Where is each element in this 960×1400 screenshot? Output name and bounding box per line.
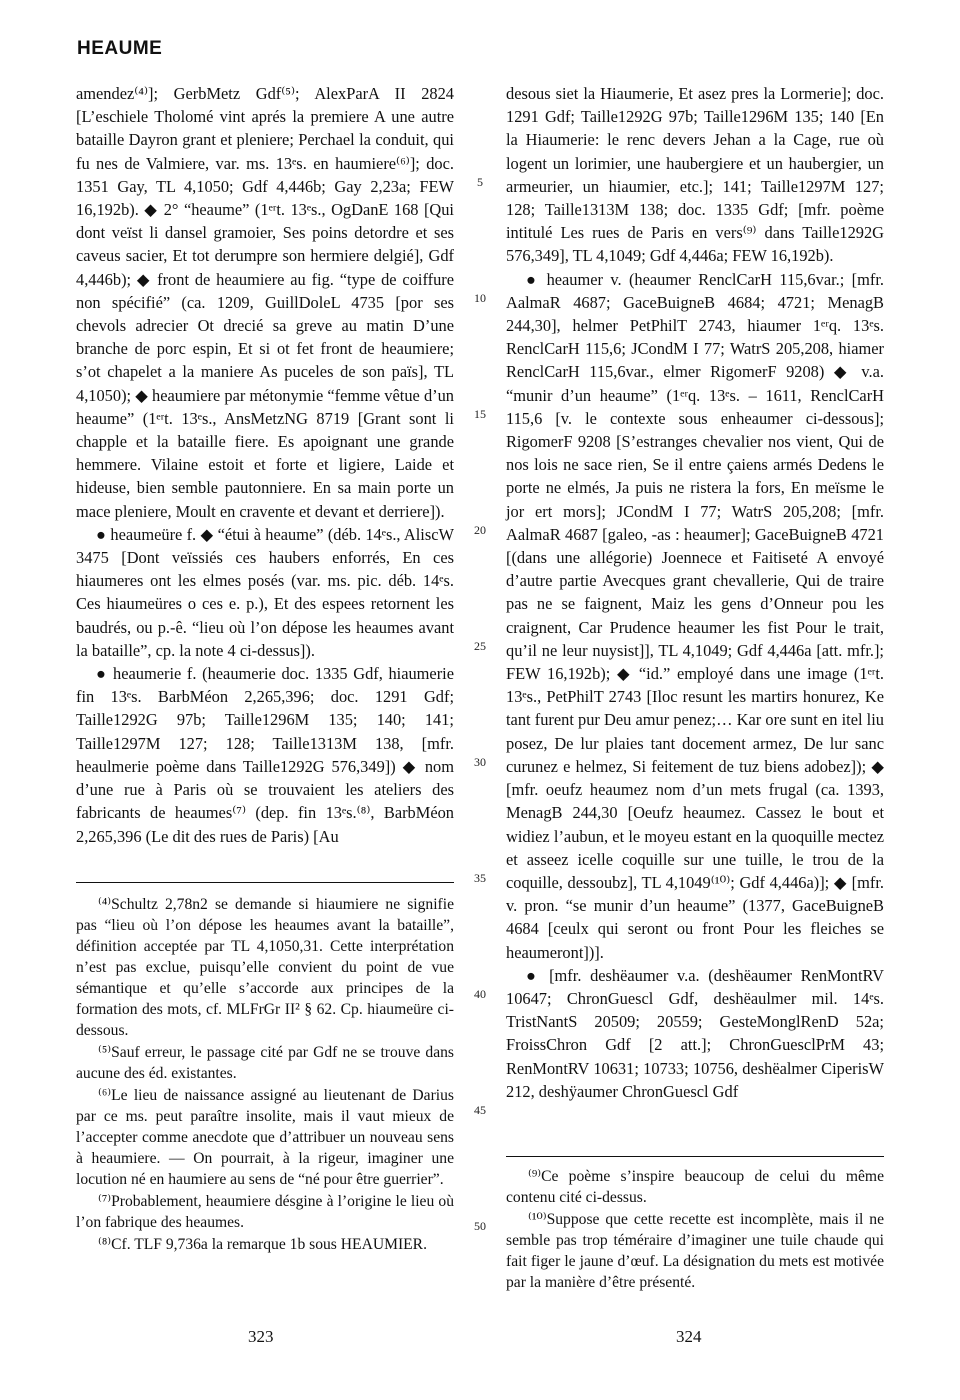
footnote: ⁽⁸⁾Cf. TLF 9,736a la remarque 1b sous HEAUMIER. [98,1236,427,1253]
line-number: 40 [474,987,486,1001]
footnote-rule [76,882,454,883]
entry-desheaumer: ● [mfr. deshëaumer v.a. (deshëaumer RenMontRV 10647; ChronGuescl Gdf, deshëaulmer mil. 14ᵉs. TristNantS 20509; 20559; GesteMonglRenD 52a; FroissChron Gdf [2 att.]; ChronGuesclPrM 43; RenMontRV 10631; 10733; 10756, deshëalmer CiperisW 212, deshÿaumer ChronGuescl Gdf [506,965,884,1101]
line-number: 35 [474,871,486,885]
footnote: ⁽¹⁰⁾Suppose que cette recette est incomplète, mais il ne semble pas trop téméraire d’imaginer une tuile chaude qui fait figer le jaune d’œuf. La désignation du mets est motivée par la manière d’être présenté. [506,1211,884,1291]
line-number: 5 [477,175,483,189]
footnote: ⁽⁵⁾Sauf erreur, le passage cité par Gdf ne se trouve dans aucune des éd. existantes. [76,1044,454,1082]
entry-heaumer: ● heaumer v. (heaumer RenclCarH 115,6var.; [mfr. AalmaR 4687; GaceBuigneB 4684; 4721; MenagB 244,30], helmer PetPhilT 2743, hiaumer 1ᵉʳq. 13ᵉs. RenclCarH 115,6; JCondM I 77; WatrS 205,208, hiamer RenclCarH 115,6var., elmer RigomerF 9208) ◆ v.a. “munir d’un heaume” (1ᵉʳq. 13ᵉs. – 1611, RenclCarH 115,6 [v. le contexte sous enheaumer ci-dessous]; RigomerF 9208 [S’estranges chevalier nos vient, Qui de nos lois ne sace rien, Se il entre çaiens armés Dedens le porte ne elmés, Ja puis ne ristera la fors, En meïsme le jor ert mors]; JCondM I 77; WatrS 205,208; [mfr. AalmaR 4687 [galeo, -as : heaumer]; GaceBuigneB 4721 [(dans une allégorie) Joennece et Faitiseté A envoyé d’autre partie Avecques grant chevallerie, Qui de traire pas ne se faignent, Maiz les gens d’Onneur pou les craignent, Car Prudence heaumer les fist Pour le trait, qu’il ne leur nuysist]], TL 4,1049; Gdf 4,446a [att. mfr.]; FEW 16,192b); ◆ “id.” employé dans une image (1ᵉʳt. 13ᵉs., PetPhilT 2743 [Iloc resunt les martirs honurez, Ke tant furent pur Deu amur penez;… Kar ore sunt en itel liu posez, De lur plaies tant docement armez, De lur sanc curunez e helmez, Si feitement de tuz biens adobez]); ◆ [mfr. oeufz heaumez nom d’un mets frugal (ca. 1393, MenagB 244,30 [Oeufz heaumez. Cassez le bout et widiez l’aubun, et le moyeu estant en la quoquille mectez et asseez icelle coquille sur une tuille, le trou de la coquille, dessoubz], TL 4,1049⁽¹⁰⁾; Gdf 4,446a)]; ◆ [mfr. v. pron. “se munir d’un heaume” (1377, GaceBuigneB 4684 [ceulx qui seront ou front Pour les fleiches se heaumeront])]. [506,269,884,962]
page-number-left: 323 [248,1327,274,1346]
footnotes-right [506,1166,884,1294]
footnotes-left [76,894,454,1256]
entry-heaumerie: ● heaumerie f. (heaumerie doc. 1335 Gdf, hiaumerie fin 13ᵉs. BarbMéon 2,265,396; doc. 1291 Gdf; Taille1292G 97b; Taille1296M 135; 140; 141; Taille1297M 127; 128; Taille1313M 138, [mfr. heaulmerie poème dans Taille1292G 576,349]) ◆ nom d’une rue à Paris où se trouvaient les ateliers des fabricants de heaumes⁽⁷⁾ (dep. fin 13ᵉs.⁽⁸⁾, BarbMéon 2,265,396 (Le dit des rues de Paris) [Au [76,664,454,846]
line-number: 45 [474,1103,486,1117]
footnote-rule [506,1156,884,1157]
entry-continuation: desous siet la Hiaumerie, Et asez pres la Lormerie]; doc. 1291 Gdf; Taille1292G 97b; Taille1296M 135; 140 [En la Hiaumerie: le renc devers Jehan a la Cage, rue où logent un lorimier, une haubergiere et un haubergier, un armeurier, un hiaumier, etc.]; 141; Taille1297M 127; 128; Taille1313M 138; doc. 1335 Gdf; [mfr. poème intitulé Les rues de Paris en vers⁽⁹⁾ dans Taille1292G 576,349], TL 4,1049; Gdf 4,446a; FEW 16,192b). [506,84,884,266]
page-number-right: 324 [676,1327,702,1346]
line-number: 10 [474,291,486,305]
line-number: 20 [474,523,486,537]
line-number: 50 [474,1219,486,1233]
line-number: 15 [474,407,486,421]
left-column [76,82,454,848]
entry-heaumeure: ● heaumeüre f. ◆ “étui à heaume” (déb. 14ᵉs., AliscW 3475 [Dont veïssiés ces haubers enforrés, En ces hiaumeres ont les elmes posés (var. ms. pic. déb. 14ᵉs. Ces hiaumeüres o ces e. p.), Et des espees retornent les baudrés, ou p.-ê. “lieu où l’on dépose les heaumes avant la bataille”, cp. la note 4 ci-dessus]). [76,524,454,660]
footnote: ⁽⁴⁾Schultz 2,78n2 se demande si hiaumiere ne signifie pas “lieu où l’on dépose les heaumes avant la bataille”, définition acceptée par TL 4,1050,31. Cette interprétation n’est pas exclue, puisqu’elle convient du point de vue sémantique et qu’elle s’accorde aux principes de la formation des mots, cf. MLFrGr II² § 62. Cp. hiaumeüre ci-dessous. [76,896,454,1039]
running-header: HEAUME [77,38,163,59]
entry-continuation: amendez⁽⁴⁾]; GerbMetz Gdf⁽⁵⁾; AlexParA II 2824 [L’eschiele Tholomé vint aprés la premiere A une autre bataille Dayron grant et pleniere; Perchael la conduit, qui fu nes de Valmiere, var. ms. 13ᵉs. en haumiere⁽⁶⁾]; doc. 1351 Gay, TL 4,1050; Gdf 4,446b; Gay 2,23a; FEW 16,192b). ◆ 2° “heaume” (1ᵉʳt. 13ᵉs., OgDanE 168 [Qui dont veïst li dansel gramoier, Ses poins detordre et ses caveus sacier, Et tot derumpre son hermiere delgié], Gdf 4,446b); ◆ front de heaumiere au fig. “type de coiffure non spécifié” (ca. 1209, GuillDoleL 4735 [por ses chevols adrecier Ot drecié sa greve au matin D’une branche de porc espin, Et si ot fet front de heaumiere; s’ot chapelet a la maniere As puceles de son païs], TL 4,1050); ◆ heaumiere par métonymie “femme vêtue d’un heaume” (1ᵉʳt. 13ᵉs., AnsMetzNG 8719 [Grant sont li chapple et la bataille fiere. Es apoignant une grande hemmere. Vilaine estoit et forte et ligiere, Laide et hideuse, bien semble pautonniere. En sa main porte un mace pleniere, Moult en cravente et devant et derriere]). [76,84,454,521]
footnote: ⁽⁶⁾Le lieu de naissance assigné au lieutenant de Darius par ce ms. peut paraître insolite, mais il vaut mieux de l’accepter comme anecdote que d’attribuer un nouveau sens à heaumiere. — On pourrait, à la rigeur, imaginer une locution né en haumiere au sens de “né pour être guerrier”. [76,1087,454,1188]
right-column [506,82,884,1103]
footnote: ⁽⁷⁾Probablement, heaumiere désgine à l’origine le lieu où l’on fabrique des heaumes. [76,1193,454,1231]
line-number: 25 [474,639,486,653]
line-number: 30 [474,755,486,769]
footnote: ⁽⁹⁾Ce poème s’inspire beaucoup de celui du même contenu cité ci-dessus. [506,1168,884,1206]
